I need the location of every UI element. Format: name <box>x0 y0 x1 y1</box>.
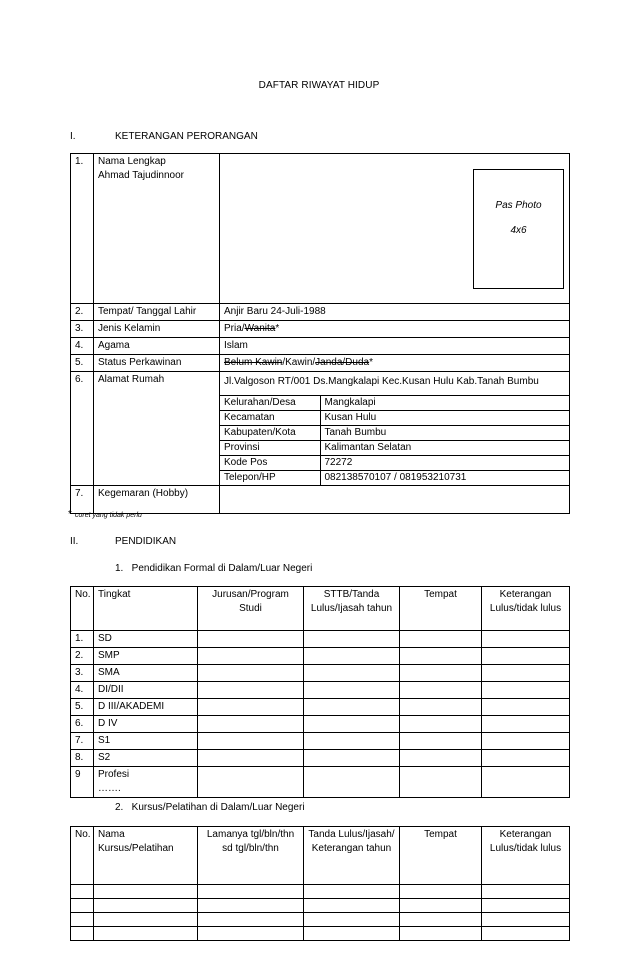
table-row <box>71 304 570 321</box>
cell <box>400 899 482 913</box>
cell <box>304 750 400 767</box>
cell <box>482 665 570 682</box>
address-value: 082138570107 / 081953210731 <box>320 471 569 486</box>
cell <box>400 750 482 767</box>
header-no: No. <box>71 827 94 885</box>
row-value <box>220 355 570 372</box>
address-value: Kusan Hulu <box>320 411 569 426</box>
section1-heading: KETERANGAN PERORANGAN <box>115 131 258 142</box>
row-label: Kegemaran (Hobby) <box>94 486 220 514</box>
formal-education-table <box>70 586 570 798</box>
row-tingkat: D IV <box>94 716 198 733</box>
cell <box>482 767 570 798</box>
address-value: Kalimantan Selatan <box>320 441 569 456</box>
table-row <box>71 767 570 798</box>
row-tingkat: SMA <box>94 665 198 682</box>
cell <box>198 665 304 682</box>
table-row <box>71 682 570 699</box>
row-tingkat: S1 <box>94 733 198 750</box>
header-lamanya: Lamanya tgl/bln/thn sd tgl/bln/thn <box>198 827 304 885</box>
status-janda-duda-struck: Janda/Duda <box>315 357 370 368</box>
header-tempat: Tempat <box>400 587 482 631</box>
address-subtable <box>220 395 569 485</box>
cell <box>71 927 94 941</box>
cell <box>304 927 400 941</box>
cell <box>304 699 400 716</box>
row-no: 5. <box>71 699 94 716</box>
row-no: 9 <box>71 767 94 798</box>
address-value: Mangkalapi <box>320 396 569 411</box>
cell <box>400 885 482 899</box>
cell <box>482 631 570 648</box>
address-label: Kecamatan <box>220 411 320 426</box>
address-cell <box>220 372 570 486</box>
cell <box>304 733 400 750</box>
photo-label: Pas Photo <box>495 200 542 211</box>
row-no: 7. <box>71 733 94 750</box>
address-row <box>220 426 569 441</box>
table-row <box>71 927 570 941</box>
row-value: Anjir Baru 24-Juli-1988 <box>220 304 570 321</box>
section2-numeral: II. <box>70 536 79 547</box>
cell <box>304 631 400 648</box>
cell <box>198 682 304 699</box>
courses-table <box>70 826 570 941</box>
cell <box>198 885 304 899</box>
row-label: Agama <box>94 338 220 355</box>
row-value: Islam <box>220 338 570 355</box>
cell <box>304 885 400 899</box>
cell <box>304 913 400 927</box>
header-no: No. <box>71 587 94 631</box>
subsection1-heading: 1. Pendidikan Formal di Dalam/Luar Negeri <box>115 563 313 574</box>
cell <box>482 699 570 716</box>
cell <box>400 631 482 648</box>
cell <box>94 899 198 913</box>
header-keterangan: Keterangan Lulus/tidak lulus <box>482 827 570 885</box>
address-label: Provinsi <box>220 441 320 456</box>
row-no: 4. <box>71 682 94 699</box>
row-tingkat <box>94 767 198 798</box>
cell <box>198 767 304 798</box>
header-tempat: Tempat <box>400 827 482 885</box>
cell <box>482 682 570 699</box>
address-value: 72272 <box>320 456 569 471</box>
table-row <box>71 665 570 682</box>
header-tanda: Tanda Lulus/Ijasah/ Keterangan tahun <box>304 827 400 885</box>
header-jurusan: Jurusan/Program Studi <box>198 587 304 631</box>
table-row <box>71 486 570 514</box>
address-label: Kabupaten/Kota <box>220 426 320 441</box>
cell <box>482 733 570 750</box>
cell <box>400 767 482 798</box>
table-row <box>71 321 570 338</box>
tingkat-dots: ……. <box>98 783 121 794</box>
table-row <box>71 885 570 899</box>
row-label <box>94 154 220 304</box>
photo-size: 4x6 <box>510 225 527 236</box>
cell <box>400 913 482 927</box>
cell <box>198 733 304 750</box>
cell <box>94 927 198 941</box>
address-row <box>220 471 569 486</box>
address-label: Kelurahan/Desa <box>220 396 320 411</box>
cell <box>482 716 570 733</box>
asterisk: * <box>369 357 373 368</box>
subsection2-heading: 2. Kursus/Pelatihan di Dalam/Luar Negeri <box>115 802 305 813</box>
row-label: Alamat Rumah <box>94 372 220 486</box>
cell <box>400 716 482 733</box>
cell <box>482 913 570 927</box>
cell <box>400 665 482 682</box>
row-no: 5. <box>71 355 94 372</box>
cell <box>482 885 570 899</box>
row-no: 6. <box>71 716 94 733</box>
cell <box>304 665 400 682</box>
cell <box>198 913 304 927</box>
cell <box>482 648 570 665</box>
status-belum-kawin-struck: Belum Kawin <box>224 357 283 368</box>
page-title: DAFTAR RIWAYAT HIDUP <box>258 80 380 91</box>
address-row <box>220 441 569 456</box>
row-no: 2. <box>71 648 94 665</box>
cell <box>304 648 400 665</box>
cell <box>482 899 570 913</box>
address-label: Kode Pos <box>220 456 320 471</box>
gender-wanita-struck: Wanita <box>244 323 276 334</box>
section2-heading: PENDIDIKAN <box>115 536 177 547</box>
header-sttb: STTB/Tanda Lulus/Ijasah tahun <box>304 587 400 631</box>
cell <box>482 927 570 941</box>
header-tingkat: Tingkat <box>94 587 198 631</box>
row-tingkat: DI/DII <box>94 682 198 699</box>
address-row <box>220 411 569 426</box>
cell <box>400 682 482 699</box>
name-value: Ahmad Tajudinnoor <box>98 170 184 181</box>
tingkat-profesi: Profesi <box>98 769 130 780</box>
row-tingkat: SD <box>94 631 198 648</box>
row-value <box>220 321 570 338</box>
row-no: 2. <box>71 304 94 321</box>
table-header-row <box>71 587 570 631</box>
row-no: 3. <box>71 321 94 338</box>
table-row <box>71 750 570 767</box>
cell <box>400 699 482 716</box>
table-row <box>71 648 570 665</box>
cell <box>198 699 304 716</box>
cell <box>304 716 400 733</box>
cell <box>400 648 482 665</box>
row-no: 6. <box>71 372 94 486</box>
cell <box>198 899 304 913</box>
address-value: Tanah Bumbu <box>320 426 569 441</box>
table-row <box>71 338 570 355</box>
cell <box>400 733 482 750</box>
row-no: 1. <box>71 154 94 304</box>
row-tingkat: S2 <box>94 750 198 767</box>
row-no: 4. <box>71 338 94 355</box>
address-label: Telepon/HP <box>220 471 320 486</box>
table-row <box>71 899 570 913</box>
table-row <box>71 699 570 716</box>
cell <box>198 631 304 648</box>
footnote-text: coret yang tidak perlu <box>75 512 142 519</box>
gender-pria: Pria/ <box>224 323 245 334</box>
row-label: Jenis Kelamin <box>94 321 220 338</box>
header-nama: Nama Kursus/Pelatihan <box>94 827 198 885</box>
table-row <box>71 631 570 648</box>
photo-box <box>473 169 564 289</box>
row-no: 1. <box>71 631 94 648</box>
section1-numeral: I. <box>70 131 76 142</box>
row-no: 8. <box>71 750 94 767</box>
address-row <box>220 456 569 471</box>
row-tingkat: D III/AKADEMI <box>94 699 198 716</box>
row-value <box>220 486 570 514</box>
row-no: 7. <box>71 486 94 514</box>
cell <box>198 750 304 767</box>
cell <box>304 767 400 798</box>
table-header-row <box>71 827 570 885</box>
cell <box>482 750 570 767</box>
status-kawin: /Kawin/ <box>282 357 316 368</box>
address-line: Jl.Valgoson RT/001 Ds.Mangkalapi Kec.Kusan Hulu Kab.Tanah Bumbu <box>224 376 539 387</box>
row-no: 3. <box>71 665 94 682</box>
table-row <box>71 913 570 927</box>
cell <box>198 648 304 665</box>
cell <box>304 899 400 913</box>
cell <box>71 885 94 899</box>
name-label: Nama Lengkap <box>98 156 166 167</box>
cell <box>198 927 304 941</box>
cell <box>94 885 198 899</box>
cell <box>71 899 94 913</box>
header-keterangan: Keterangan Lulus/tidak lulus <box>482 587 570 631</box>
cell <box>304 682 400 699</box>
row-label: Tempat/ Tanggal Lahir <box>94 304 220 321</box>
table-row <box>71 733 570 750</box>
table-row <box>71 716 570 733</box>
asterisk: * <box>275 323 280 334</box>
table-row <box>71 355 570 372</box>
cell <box>400 927 482 941</box>
cell <box>198 716 304 733</box>
cell <box>71 913 94 927</box>
footnote-star: * <box>68 509 72 520</box>
row-label: Status Perkawinan <box>94 355 220 372</box>
table-row <box>71 372 570 486</box>
row-tingkat: SMP <box>94 648 198 665</box>
cell <box>94 913 198 927</box>
address-row <box>220 396 569 411</box>
